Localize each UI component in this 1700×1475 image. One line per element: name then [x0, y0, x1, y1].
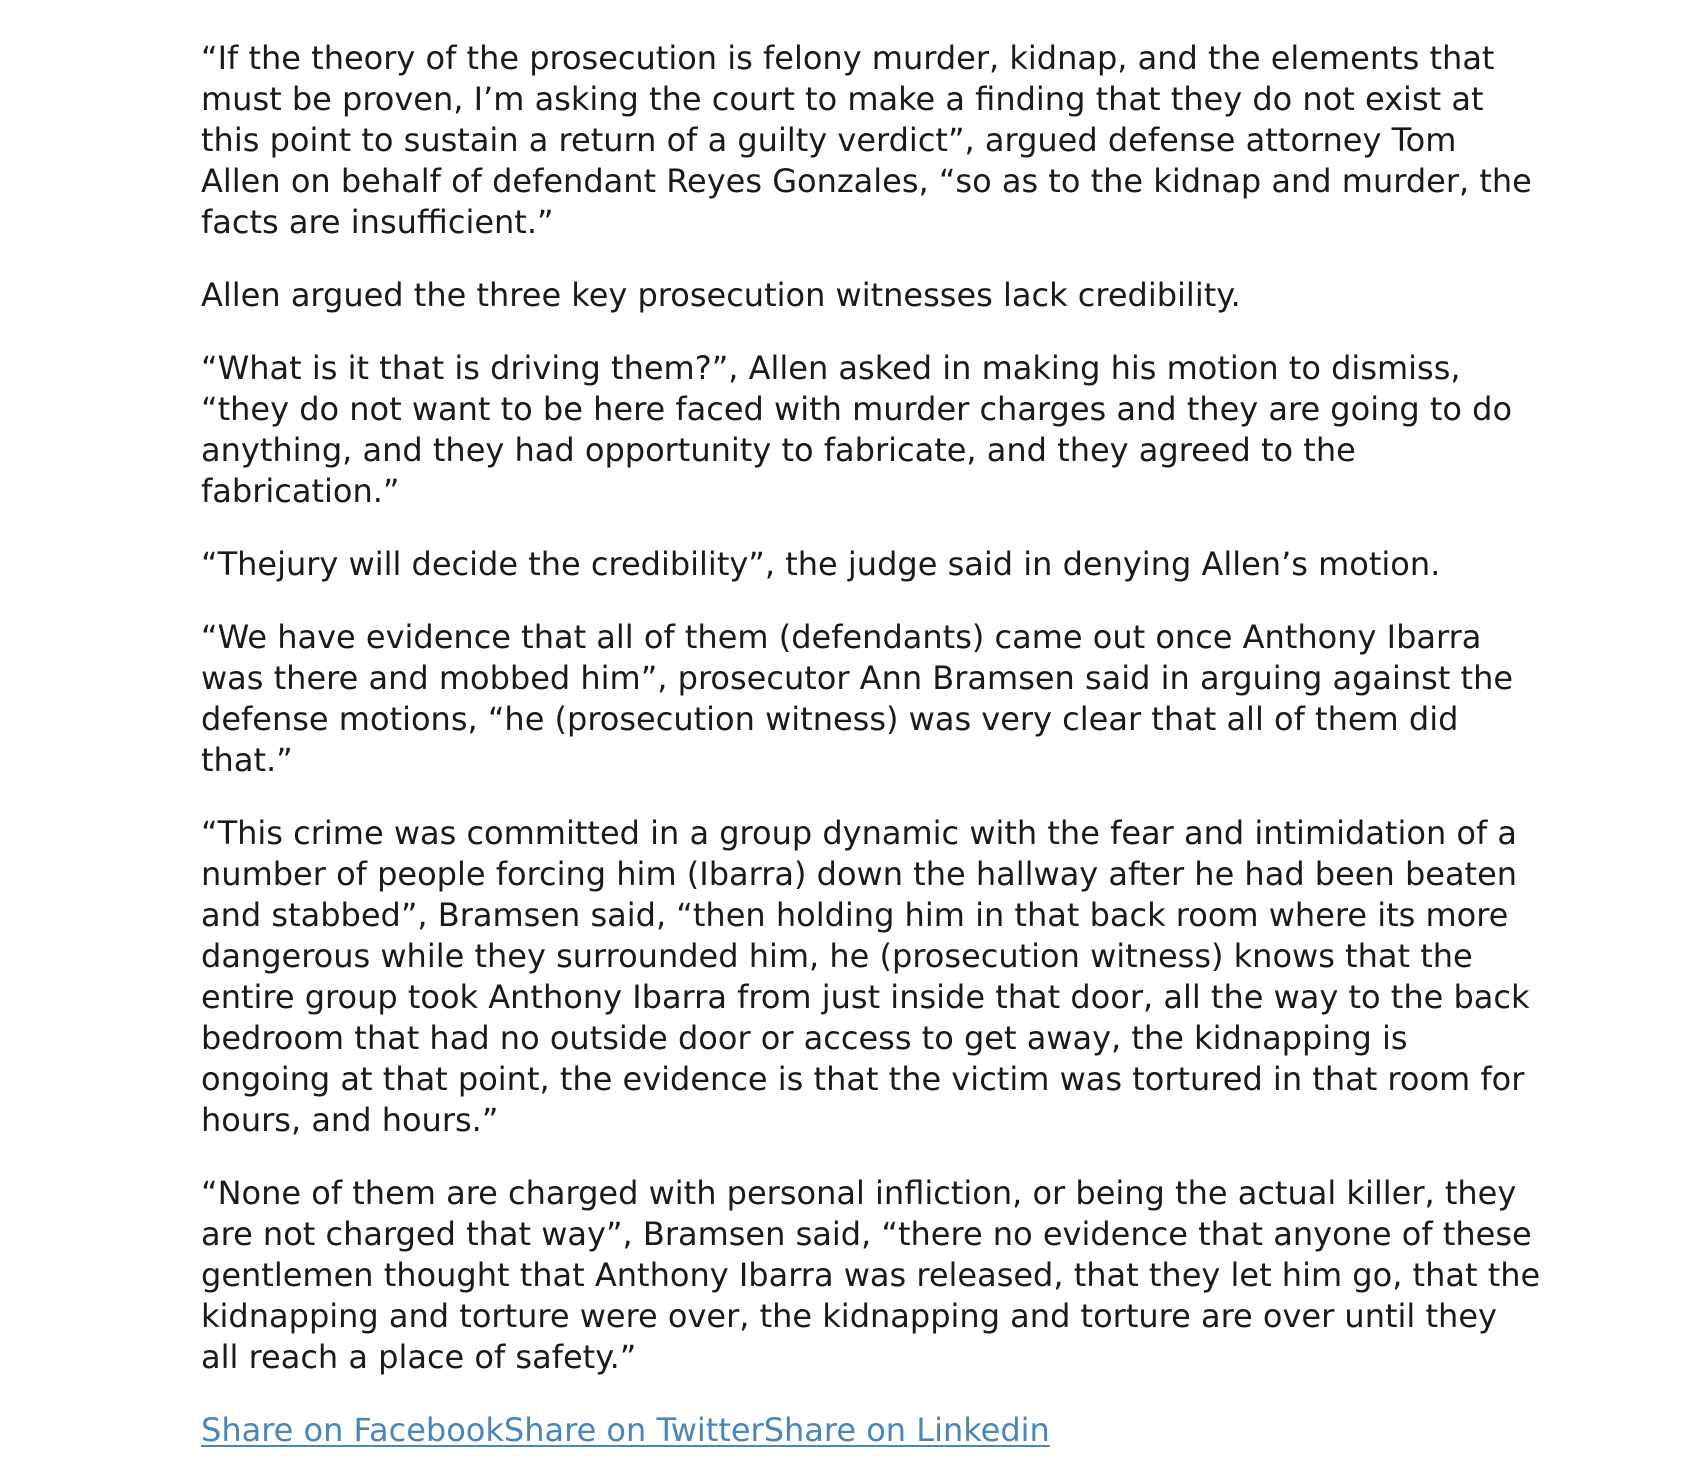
paragraph-4: “Thejury will decide the credibility”, the judge said in denying Allen’s motion.: [201, 545, 1441, 583]
paragraph-2: Allen argued the three key prosecution witnesses lack credibility.: [201, 276, 1241, 314]
share-twitter-link[interactable]: Share on Twitter: [503, 1411, 764, 1449]
article-body: [201, 38, 1541, 1451]
share-links: [201, 1410, 1541, 1451]
paragraph-5: “We have evidence that all of them (defendants) came out once Anthony Ibarra was there and mobbed him”, prosecutor Ann Bramsen said in arguing against the defense motions, “he (prosecution witness) was very clear that all of them did that.”: [201, 618, 1514, 779]
paragraph-7: “None of them are charged with personal infliction, or being the actual killer, they are not charged that way”, Bramsen said, “there no evidence that anyone of these gentlemen thought that Anthony Ibarra was released, that they let him go, that the kidnapping and torture were over, the kidnapping and torture are over until they all reach a place of safety.”: [201, 1174, 1541, 1376]
share-facebook-link[interactable]: Share on Facebook: [201, 1411, 504, 1449]
paragraph-3: “What is it that is driving them?”, Allen asked in making his motion to dismiss, “they do not want to be here faced with murder charges and they are going to do anything, and they had opportunity to fabricate, and they agreed to the fabrication.”: [201, 349, 1513, 510]
paragraph-6: “This crime was committed in a group dynamic with the fear and intimidation of a number of people forcing him (Ibarra) down the hallway after he had been beaten and stabbed”, Bramsen said, “then holding him in that back room where its more dangerous while they surrounded him, he (prosecution witness) knows that the entire group took Anthony Ibarra from just inside that door, all the way to the back bedroom that had no outside door or access to get away, the kidnapping is ongoing at that point, the evidence is that the victim was tortured in that room for hours, and hours.”: [201, 814, 1530, 1139]
paragraph-1: “If the theory of the prosecution is felony murder, kidnap, and the elements that must be proven, I’m asking the court to make a finding that they do not exist at this point to sustain a return of a guilty verdict”, argued defense attorney Tom Allen on behalf of defendant Reyes Gonzales, “so as to the kidnap and murder, the facts are insufficient.”: [201, 39, 1532, 241]
share-linkedin-link[interactable]: Share on Linkedin: [763, 1411, 1050, 1449]
